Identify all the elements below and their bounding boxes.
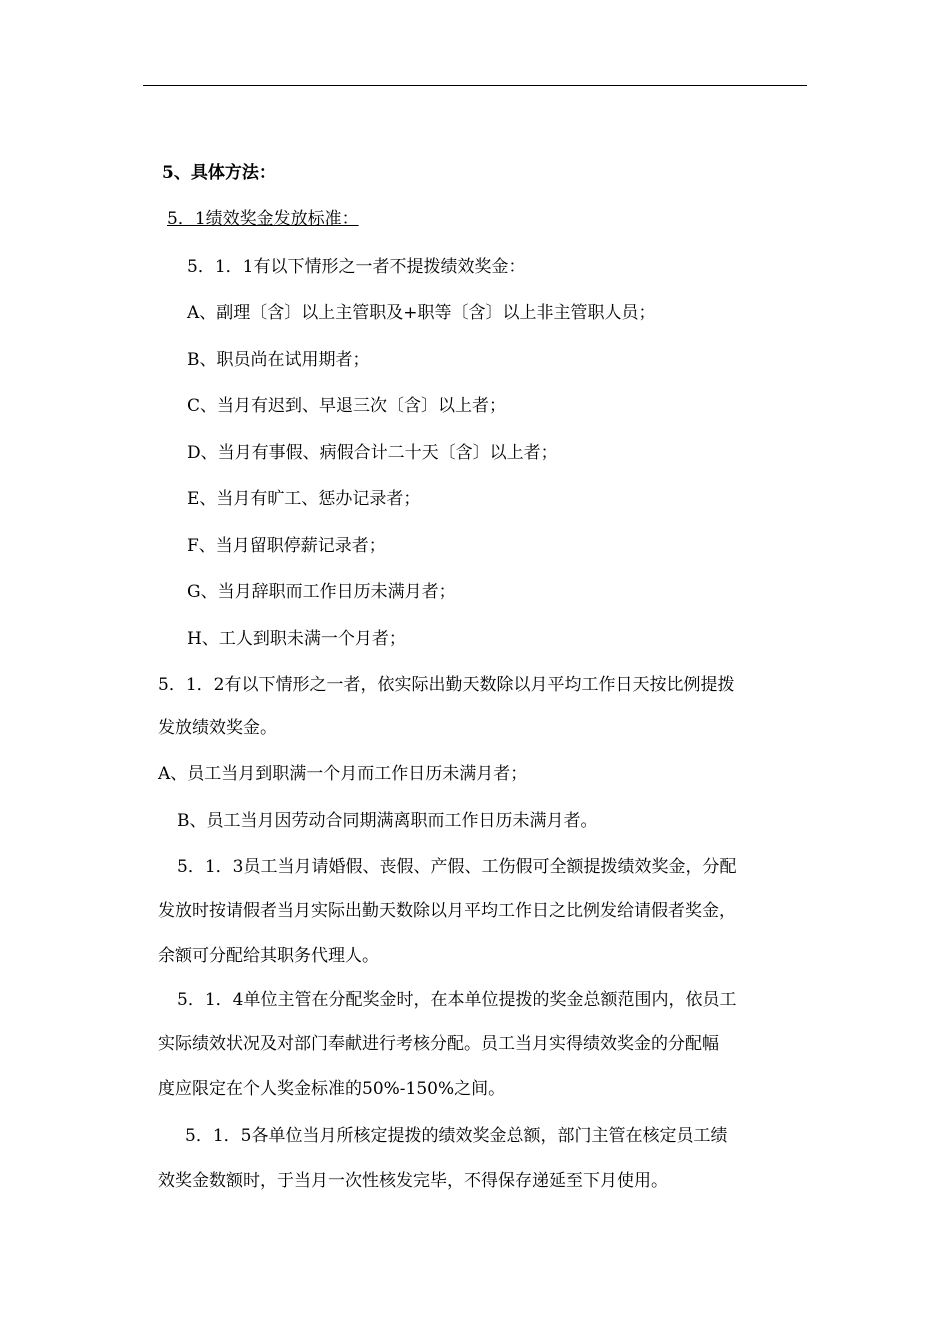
rule-515-line: 5．1．5各单位当月所核定提拨的绩效奖金总额，部门主管在核定员工绩 bbox=[185, 1126, 728, 1146]
rule-511-item: C、当月有迟到、早退三次〔含〕以上者； bbox=[187, 396, 507, 416]
rule-511-item: H、工人到职未满一个月者； bbox=[187, 629, 406, 649]
rule-511-item: D、当月有事假、病假合计二十天〔含〕以上者； bbox=[187, 443, 558, 463]
rule-514-line: 5．1．4单位主管在分配奖金时，在本单位提拨的奖金总额范围内，依员工 bbox=[177, 990, 737, 1010]
rule-513-line: 余额可分配给其职务代理人。 bbox=[158, 946, 379, 966]
rule-511-item: E、当月有旷工、惩办记录者； bbox=[187, 489, 421, 509]
rule-514-line: 度应限定在个人奖金标准的50%-150%之间。 bbox=[158, 1079, 506, 1099]
rule-512-item: B、员工当月因劳动合同期满离职而工作日历未满月者。 bbox=[177, 811, 598, 831]
rule-512-line: 发放绩效奖金。 bbox=[158, 718, 277, 738]
rule-513-line: 发放时按请假者当月实际出勤天数除以月平均工作日之比例发给请假者奖金， bbox=[158, 901, 736, 921]
header-rule bbox=[143, 85, 807, 86]
rule-515-line: 效奖金数额时，于当月一次性核发完毕，不得保存递延至下月使用。 bbox=[158, 1171, 668, 1191]
rule-512-line: 5．1．2有以下情形之一者，依实际出勤天数除以月平均工作日天按比例提拨 bbox=[158, 675, 735, 695]
rule-511-item: F、当月留职停薪记录者； bbox=[187, 536, 386, 556]
rule-511-item: G、当月辞职而工作日历未满月者； bbox=[187, 582, 456, 602]
rule-511-title: 5．1．1有以下情形之一者不提拨绩效奖金： bbox=[187, 257, 526, 277]
rule-514-line: 实际绩效状况及对部门奉献进行考核分配。员工当月实得绩效奖金的分配幅 bbox=[158, 1034, 719, 1054]
rule-511-item: B、职员尚在试用期者； bbox=[187, 350, 370, 370]
subsection-heading: 5．1绩效奖金发放标准： bbox=[167, 209, 359, 229]
section-heading: 5、具体方法： bbox=[162, 163, 276, 183]
rule-512-item: A、员工当月到职满一个月而工作日历未满月者； bbox=[158, 764, 528, 784]
rule-513-line: 5．1．3员工当月请婚假、丧假、产假、工伤假可全额提拨绩效奖金，分配 bbox=[177, 857, 737, 877]
rule-511-item: A、副理〔含〕以上主管职及+职等〔含〕以上非主管职人员； bbox=[187, 303, 656, 323]
